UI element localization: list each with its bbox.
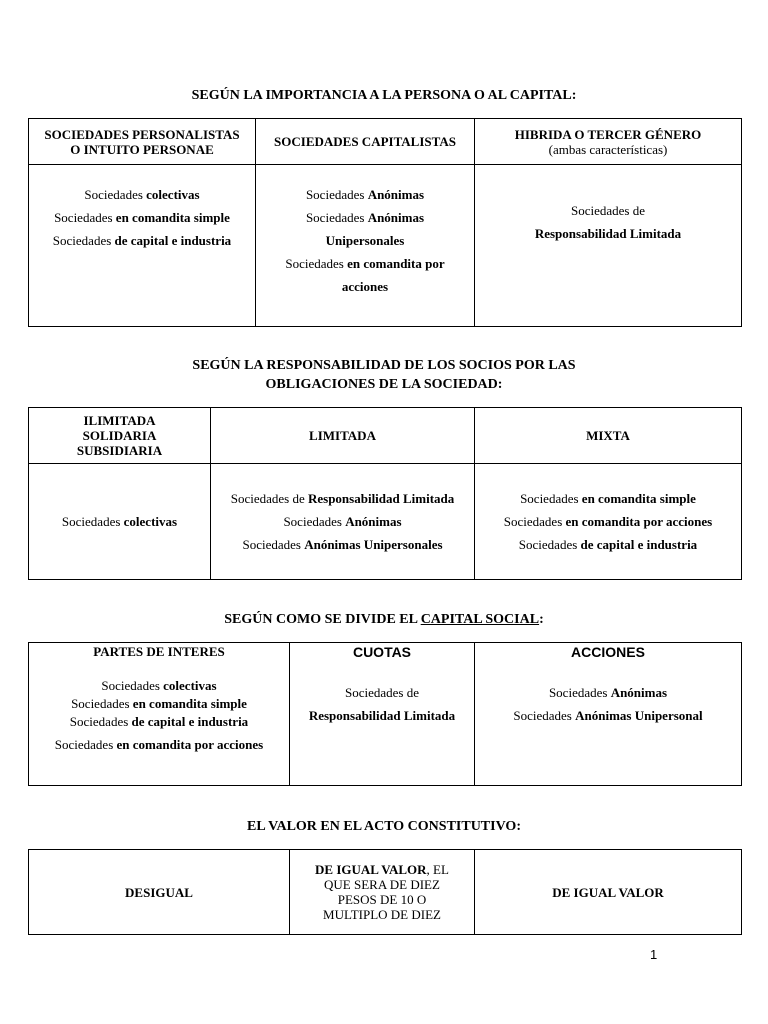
section1-header-capitalistas: SOCIEDADES CAPITALISTAS [256, 119, 475, 165]
section3-header-cuotas: CUOTAS [352, 644, 412, 660]
section4-table [28, 849, 742, 935]
section2-cell-limitada [211, 464, 475, 580]
list-item: acciones [341, 279, 389, 294]
list-item: Sociedades colectivas [84, 187, 200, 202]
list-item: Sociedades de capital e industria [69, 714, 249, 729]
page-number: 1 [650, 947, 658, 962]
list-item: Sociedades Anónimas [305, 187, 425, 202]
section2-cell-mixta [475, 464, 742, 580]
section2-table [28, 407, 742, 580]
section1-header-personalistas: SOCIEDADES PERSONALISTAS O INTUITO PERSONAE [29, 119, 256, 165]
section3-cell-cuotas [290, 643, 475, 786]
list-item: Sociedades de [344, 685, 419, 700]
section2-header-limitada: LIMITADA [211, 408, 475, 464]
section2-cell-ilimitada [29, 464, 211, 580]
list-item: Sociedades Anónimas [305, 210, 425, 225]
section1-cell-personalistas [29, 165, 256, 327]
section2-header-ilimitada: ILIMITADA SOLIDARIA SUBSIDIARIA [29, 408, 211, 464]
list-item: Sociedades colectivas [101, 678, 217, 693]
section1-header-hibrida: HIBRIDA O TERCER GÉNERO (ambas características) [475, 119, 742, 165]
list-item: Sociedades de capital e industria [52, 233, 232, 248]
list-item: Sociedades de Responsabilidad Limitada [230, 491, 455, 506]
section1-cell-capitalistas [256, 165, 475, 327]
list-item: Sociedades Anónimas [548, 685, 668, 700]
section4-cell-igual-valor-diez: DE IGUAL VALOR, EL QUE SERA DE DIEZ PESOS DE 10 O MULTIPLO DE DIEZ [290, 850, 475, 935]
list-item: Sociedades en comandita por acciones [54, 737, 264, 752]
list-item: Sociedades colectivas [61, 514, 178, 529]
section2-header-mixta: MIXTA [475, 408, 742, 464]
list-item: Sociedades Anónimas [283, 514, 402, 529]
list-item: Sociedades de capital e industria [518, 537, 698, 552]
section4-cell-desigual: DESIGUAL [29, 850, 290, 935]
list-item: Unipersonales [325, 233, 405, 248]
list-item: Sociedades Anónimas Unipersonales [242, 537, 443, 552]
section3-cell-partes-de-interes [29, 643, 290, 786]
section1-cell-hibrida [475, 165, 742, 327]
list-item: Sociedades en comandita simple [54, 210, 230, 225]
section1-title: SEGÚN LA IMPORTANCIA A LA PERSONA O AL CAPITAL: [191, 88, 577, 103]
section3-cell-acciones [475, 643, 742, 786]
list-item: Sociedades en comandita simple [520, 491, 696, 506]
list-item: Responsabilidad Limitada [308, 708, 456, 723]
list-item: Responsabilidad Limitada [534, 226, 682, 241]
list-item: Sociedades en comandita simple [71, 696, 247, 711]
section1-table [28, 118, 742, 327]
section4-cell-igual-valor: DE IGUAL VALOR [475, 850, 742, 935]
list-item: Sociedades Anónimas Unipersonal [513, 708, 703, 723]
section3-title: SEGÚN COMO SE DIVIDE EL CAPITAL SOCIAL: [224, 612, 544, 627]
list-item: Sociedades en comandita por [285, 256, 445, 271]
section4-title: EL VALOR EN EL ACTO CONSTITUTIVO: [247, 819, 521, 834]
list-item: Sociedades en comandita por acciones [503, 514, 713, 529]
section2-title: SEGÚN LA RESPONSABILIDAD DE LOS SOCIOS POR LAS OBLIGACIONES DE LA SOCIEDAD: [192, 358, 576, 392]
section3-table [28, 642, 742, 786]
section3-header-partes-de-interes: PARTES DE INTERES [93, 644, 225, 659]
section3-header-acciones: ACCIONES [571, 644, 645, 660]
list-item: Sociedades de [570, 203, 645, 218]
